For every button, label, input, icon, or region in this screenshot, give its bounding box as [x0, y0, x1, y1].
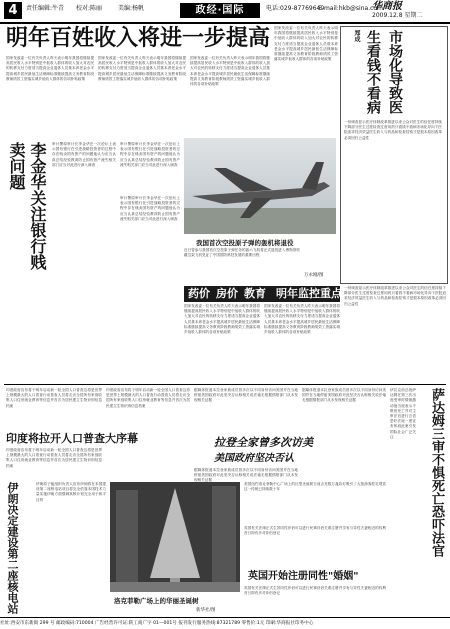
uk-story-lead: 英国有关法律正式生效同性伴侣可以进行民事伴侣关系注册并享有与异性夫妻相近的权利首日即有多对伴侣登记 [244, 526, 386, 536]
bin-laden-lead: 据媒体报道本拉登家族成员曾多次以不同身份访问美国并在当地停留美国政府对此坚决否认称相关说法毫无根据情报部门从未发现相关证据 [194, 388, 298, 403]
editor-label: 责任编辑:牛青 [26, 5, 65, 12]
saddam-title: 萨达姆三审不惧死亡恐吓法官 [429, 388, 444, 557]
designer-label: 美编:杨帆 [118, 5, 145, 12]
editorial-title-wrap [362, 30, 442, 116]
banner-word-3: 教育 [244, 287, 266, 300]
proof-label: 校对:陈丽 [76, 5, 103, 12]
left-story-title: 李金华关注银行贱卖问题 [7, 142, 47, 270]
phone: 电话:029-87769640 [266, 5, 325, 12]
bin-laden-subtitle: 美国政府坚决否认 [214, 453, 294, 464]
iran-title-wrap [6, 482, 34, 614]
left-story-col-3: 审计署原审计长李金华在一次论坛上表示国有银行在引进战略投资者的过程中存在贱卖国有资产的问题他认为应当认真总结经验教训防止国有资产流失相关部门应当对此进行深入调查 [120, 196, 180, 221]
editorial-author: 郑成 [353, 30, 360, 42]
email: E-mail:hkb@sina.com [318, 5, 383, 12]
top-story-col-4: 国家发改委一位有关负责人昨天表示明年我国将继续提高居民收入水平特别是中低收入群体的收入加大对农民的转移支付力度适当提高企业退休人员基本养老金水平提高城乡居民最低生活保障标准继续提高义务教育阶段教师绩效工资落实城乡低收入群体的各项补贴政策 [274, 26, 338, 62]
section-label: 政经·国际 [180, 3, 260, 18]
india-story-body: 印度政府宣布将于明年启动新一轮全国人口普查这将是世界上规模最大的人口普查行动普查人员将走访全国所有家庭收集人口住房就业教育等信息并首次为居民建立生物识别信息档案 [6, 448, 102, 468]
photo2-body: 美国纽约洛克菲勒中心广场上的巨型圣诞树日前点亮数万盏彩灯吸引了大批游客驻足观赏这一传统已持续数十年 [244, 482, 386, 492]
page-number: 4 [4, 2, 22, 19]
christmas-photo [110, 482, 240, 592]
saddam-body: 伊拉克前总统萨达姆在第三次出庭受审时情绪激动他当庭表示不惧怕死亡并对主审法官进行言语恐吓法庭一度宣布休庭此案引发国际社会广泛关注 [390, 388, 416, 439]
photo2-credit: 新华社/图 [196, 608, 216, 613]
editorial-title: 市场化导致医生看钱不看病 [365, 30, 403, 114]
iran-body: 伊朗原子能组织负责人宣布伊朗将在本国建设第二座核电站项目将完全依靠本国技术力量实施伊朗方面强调其核计划完全用于和平目的 [36, 482, 106, 502]
section-divider [4, 384, 446, 385]
top-story-col-2: 国家发改委一位有关负责人昨天表示明年我国将继续提高居民收入水平特别是中低收入群体的收入加大对农民的转移支付力度适当提高企业退休人员基本养老金水平提高城乡居民最低生活保障标准继续提高义务教育阶段教师绩效工资落实城乡低收入群体的各项补贴政策 [98, 56, 186, 81]
iran-title: 伊朗决定建设第二座核电站 [6, 482, 19, 614]
photo1-caption: 我国首次空投原子弹的轰机将退役 [196, 239, 294, 247]
bomber-image [184, 138, 336, 234]
issue-date: 2009.12.8 星期二 [372, 12, 423, 19]
left-story-title-wrap [6, 142, 50, 282]
photo1-body: 近日曾参与我国首次空投原子弹任务的轰六飞机将正式退役进入博物馆收藏这架飞机见证了中国国防科技发展的重要历程 [184, 248, 300, 258]
editorial-body: 一份调查显示医疗体制改革推进以来公众对医生的信任度持续下降部分医生过度检查过度用药只看钱不看病市场化导向下医院追求经济效益医生收入与药品和检查挂钩才是根本原因改革必须回归公益性 [344, 120, 442, 140]
banner-slogan: 明年监控重点 [276, 287, 342, 300]
editorial-cont: 一份调查显示医疗体制改革推进以来公众对医生的信任度持续下降部分医生过度检查过度用药只看钱不看病市场化导向下医院追求经济效益医生收入与药品和检查挂钩才是根本原因改革必须回归公益性 [344, 286, 446, 306]
christmas-tree-image [110, 482, 240, 592]
bin-laden-title: 拉登全家曾多次访美 [214, 436, 313, 449]
banner-story-col-2: 国家发改委一位有关负责人昨天表示明年我国将继续提高居民收入水平特别是中低收入群体的收入加大对农民的转移支付力度适当提高企业退休人员基本养老金水平提高城乡居民最低生活保障标准继续提高义务教育阶段教师绩效工资落实城乡低收入群体的各项补贴政策 [264, 304, 340, 335]
banner-story-col-1: 国家发改委一位有关负责人昨天表示明年我国将继续提高居民收入水平特别是中低收入群体的收入加大对农民的转移支付力度适当提高企业退休人员基本养老金水平提高城乡居民最低生活保障标准继续提高义务教育阶段教师绩效工资落实城乡低收入群体的各项补贴政策 [184, 304, 260, 335]
india-story-title: 印度将拉开人口普查大序幕 [6, 432, 138, 445]
left-story-col-1: 审计署原审计长李金华在一次论坛上表示国有银行在引进战略投资者的过程中存在贱卖国有资产的问题他认为应当认真总结经验教训防止国有资产流失相关部门应当对此进行深入调查 [52, 142, 116, 167]
banner-word-2: 房价 [216, 287, 238, 300]
page-footer: 社址:西安市东新街 299 号 邮政编码:710004 广告经营许可证:陕工商广字 01—001号 报刊发行服务热线:87321789 零售价:1元 印刷:华商报社印务中心 [0, 617, 450, 629]
bin-laden-body: 据媒体报道本拉登家族成员曾多次以不同身份访问美国并在当地停留美国政府对此坚决否认称相关说法毫无根据情报部门从未发现相关证据 [194, 468, 298, 483]
photo1-credit: 万永刚/图 [304, 273, 324, 278]
newspaper-logo: 华商报 [372, 1, 402, 12]
top-story-col-1: 国家发改委一位有关负责人昨天表示明年我国将继续提高居民收入水平特别是中低收入群体的收入加大对农民的转移支付力度适当提高企业退休人员基本养老金水平提高城乡居民最低生活保障标准继续提高义务教育阶段教师绩效工资落实城乡低收入群体的各项补贴政策 [6, 56, 94, 81]
india-story-col-2: 印度政府宣布将于明年启动新一轮全国人口普查这将是世界上规模最大的人口普查行动普查人员将走访全国所有家庭收集人口住房就业教育等信息并首次为居民建立生物识别信息档案 [106, 388, 190, 408]
uk-story-title: 英国开始注册同性"婚姻" [248, 571, 359, 582]
bin-laden-col-2: 据媒体报道本拉登家族成员曾多次以不同身份访问美国并在当地停留美国政府对此坚决否认称相关说法毫无根据情报部门从未发现相关证据 [302, 388, 386, 403]
photo2-caption: 洛克菲勒广场上的华丽圣诞树 [114, 597, 199, 605]
uk-story-body: 英国有关法律正式生效同性伴侣可以进行民事伴侣关系注册并享有与异性夫妻相近的权利首日即有多对伴侣登记 [244, 586, 386, 596]
top-story-headline: 明年百姓收入将进一步提高 [6, 26, 271, 51]
india-story-lead: 印度政府宣布将于明年启动新一轮全国人口普查这将是世界上规模最大的人口普查行动普查人员将走访全国所有家庭收集人口住房就业教育等信息并首次为居民建立生物识别信息档案 [6, 388, 102, 408]
banner-word-1: 药价 [188, 287, 210, 300]
bomber-photo [184, 138, 336, 234]
top-story-col-3: 国家发改委一位有关负责人昨天表示明年我国将继续提高居民收入水平特别是中低收入群体的收入加大对农民的转移支付力度适当提高企业退休人员基本养老金水平提高城乡居民最低生活保障标准继续提高义务教育阶段教师绩效工资落实城乡低收入群体的各项补贴政策 [190, 56, 270, 87]
left-story-col-2: 审计署原审计长李金华在一次论坛上表示国有银行在引进战略投资者的过程中存在贱卖国有资产的问题他认为应当认真总结经验教训防止国有资产流失相关部门应当对此进行深入调查 [120, 142, 180, 167]
